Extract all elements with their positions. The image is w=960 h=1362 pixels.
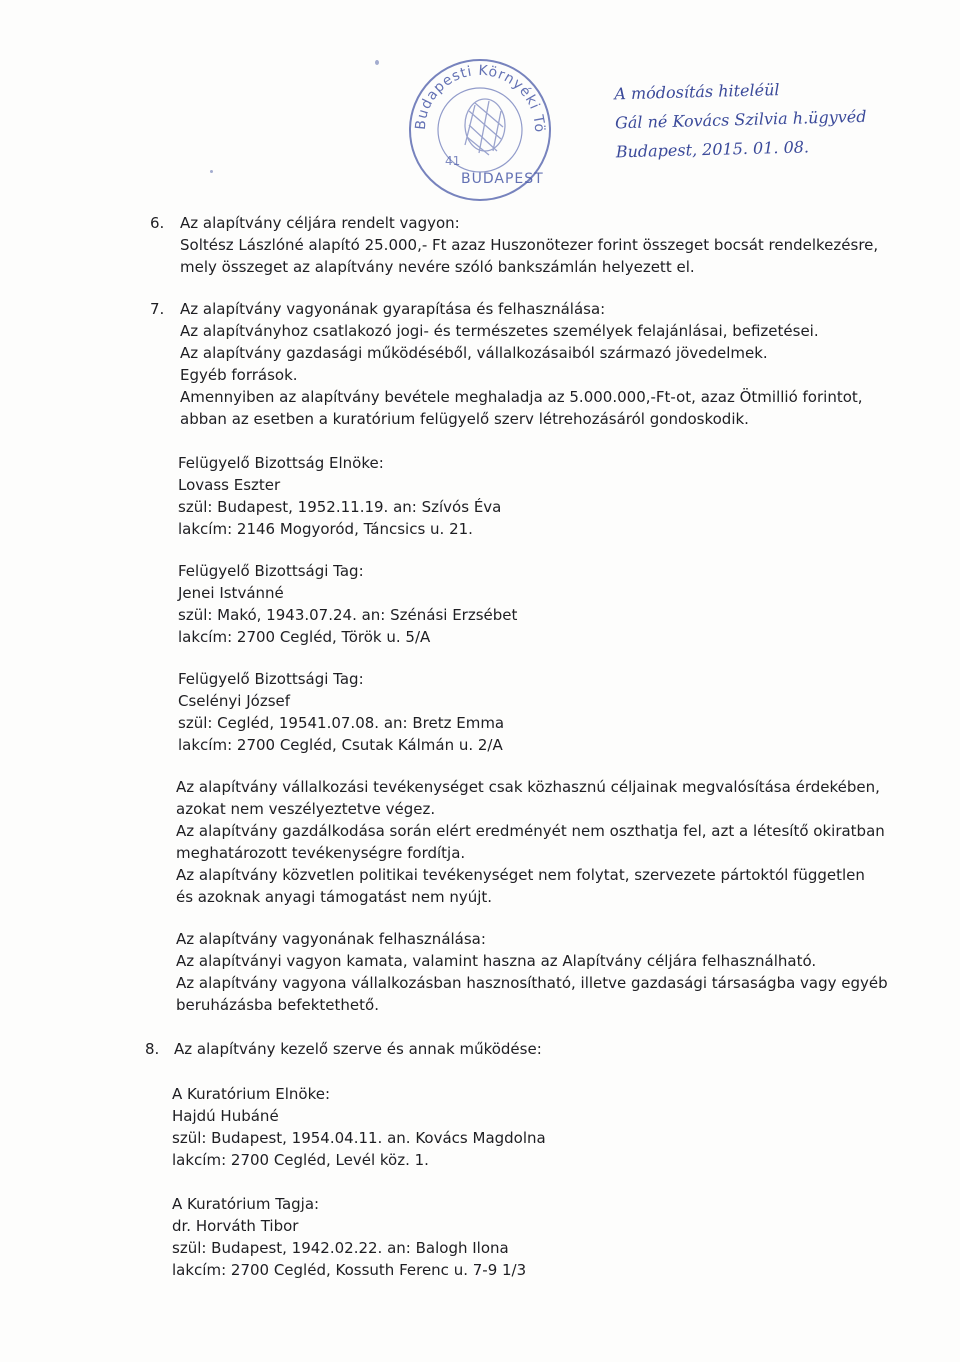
handwritten-note (614, 71, 951, 167)
member-birth: szül: Budapest, 1942.02.22. an: Balogh Ilona (172, 1239, 509, 1257)
member-address: lakcím: 2700 Cegléd, Levél köz. 1. (172, 1151, 429, 1169)
stamp-number: 41 (445, 154, 461, 168)
text-line: Az alapítványhoz csatlakozó jogi- és természetes személyek felajánlásai, befizetései. (180, 322, 819, 340)
member-name: Lovass Eszter (178, 476, 281, 494)
text-line: Az alapítvány közvetlen politikai tevékenységet nem folytat, szervezete pártoktól független (176, 866, 865, 884)
court-stamp (405, 55, 555, 205)
text-line: meghatározott tevékenységre fordítja. (176, 844, 466, 862)
handwriting-line: Gál né Kovács Szilvia h.ügyvéd (614, 106, 867, 133)
supervisory-member (178, 560, 517, 648)
supervisory-member (178, 668, 504, 756)
svg-text:Budapesti Környéki Törvényszék (405, 55, 547, 133)
text-line: Az alapítványi vagyon kamata, valamint haszna az Alapítvány céljára felhasználható. (176, 952, 817, 970)
member-role: A Kuratórium Elnöke: (172, 1085, 331, 1103)
section-7 (180, 298, 863, 430)
text-line: Az alapítvány gazdálkodása során elért eredményét nem oszthatja fel, azt a létesítő okiratban (176, 822, 885, 840)
section-number: 6. (150, 214, 165, 232)
section-6 (180, 212, 878, 278)
text-line: mely összeget az alapítvány nevére szóló bankszámlán helyezett el. (180, 258, 695, 276)
member-address: lakcím: 2700 Cegléd, Csutak Kálmán u. 2/A (178, 736, 503, 754)
supervisory-member (178, 452, 501, 540)
member-address: lakcím: 2700 Cegléd, Török u. 5/A (178, 628, 431, 646)
text-line: Egyéb források. (180, 366, 298, 384)
member-address: lakcím: 2700 Cegléd, Kossuth Ferenc u. 7-9 1/3 (172, 1261, 527, 1279)
handwriting-line: A módosítás hiteléül (614, 80, 780, 104)
section-number: 8. (145, 1040, 160, 1058)
board-member (172, 1083, 546, 1171)
text-line: Az alapítvány vagyonának gyarapítása és felhasználása: (180, 300, 606, 318)
section-8-title: Az alapítvány kezelő szerve és annak működése: (174, 1040, 542, 1058)
member-name: Cselényi József (178, 692, 291, 710)
member-role: Felügyelő Bizottság Elnöke: (178, 454, 384, 472)
member-role: Felügyelő Bizottsági Tag: (178, 562, 364, 580)
text-line: Az alapítvány vállalkozási tevékenységet csak közhasznú céljainak megvalósítása érdekében, (176, 778, 880, 796)
board-member (172, 1193, 526, 1281)
member-birth: szül: Cegléd, 19541.07.08. an: Bretz Emma (178, 714, 505, 732)
text-line: Az alapítvány gazdasági működéséből, vállalkozásaiból származó jövedelmek. (180, 344, 768, 362)
member-birth: szül: Makó, 1943.07.24. an: Szénási Erzsébet (178, 606, 518, 624)
text-line: Az alapítvány vagyonának felhasználása: (176, 930, 486, 948)
section-number: 7. (150, 300, 165, 318)
text-line: és azoknak anyagi támogatást nem nyújt. (176, 888, 493, 906)
stamp-bottom-text: BUDAPEST (461, 171, 544, 187)
handwriting-line: Budapest, 2015. 01. 08. (615, 137, 810, 162)
usage-paragraph (176, 928, 888, 1016)
member-name: dr. Horváth Tibor (172, 1217, 299, 1235)
text-line: Az alapítvány céljára rendelt vagyon: (180, 214, 460, 232)
ink-speck (210, 170, 213, 173)
stamp-seal-icon (405, 55, 555, 205)
text-line: Amennyiben az alapítvány bevétele meghaladja az 5.000.000,-Ft-ot, azaz Ötmillió forintot, (180, 388, 863, 406)
text-line: Soltész Lászlóné alapító 25.000,- Ft azaz Huszonötezer forint összeget bocsát rendelkezésre, (180, 236, 879, 254)
member-birth: szül: Budapest, 1954.04.11. an. Kovács Magdolna (172, 1129, 546, 1147)
text-line: abban az esetben a kuratórium felügyelő szerv létrehozásáról gondoskodik. (180, 410, 749, 428)
text-line: azokat nem veszélyeztetve végez. (176, 800, 436, 818)
member-address: lakcím: 2146 Mogyoród, Táncsics u. 21. (178, 520, 473, 538)
text-line: beruházásba befektethető. (176, 996, 379, 1014)
ink-speck (375, 60, 379, 65)
member-birth: szül: Budapest, 1952.11.19. an: Szívós Éva (178, 498, 502, 516)
stamp-ring-text: Budapesti Környéki Tö (412, 62, 548, 134)
text-line: Az alapítvány vagyona vállalkozásban hasznosítható, illetve gazdasági társaságba vagy egyéb (176, 974, 888, 992)
member-name: Hajdú Hubáné (172, 1107, 279, 1125)
activity-paragraph (176, 776, 885, 908)
member-role: Felügyelő Bizottsági Tag: (178, 670, 364, 688)
member-name: Jenei Istvánné (178, 584, 284, 602)
member-role: A Kuratórium Tagja: (172, 1195, 320, 1213)
